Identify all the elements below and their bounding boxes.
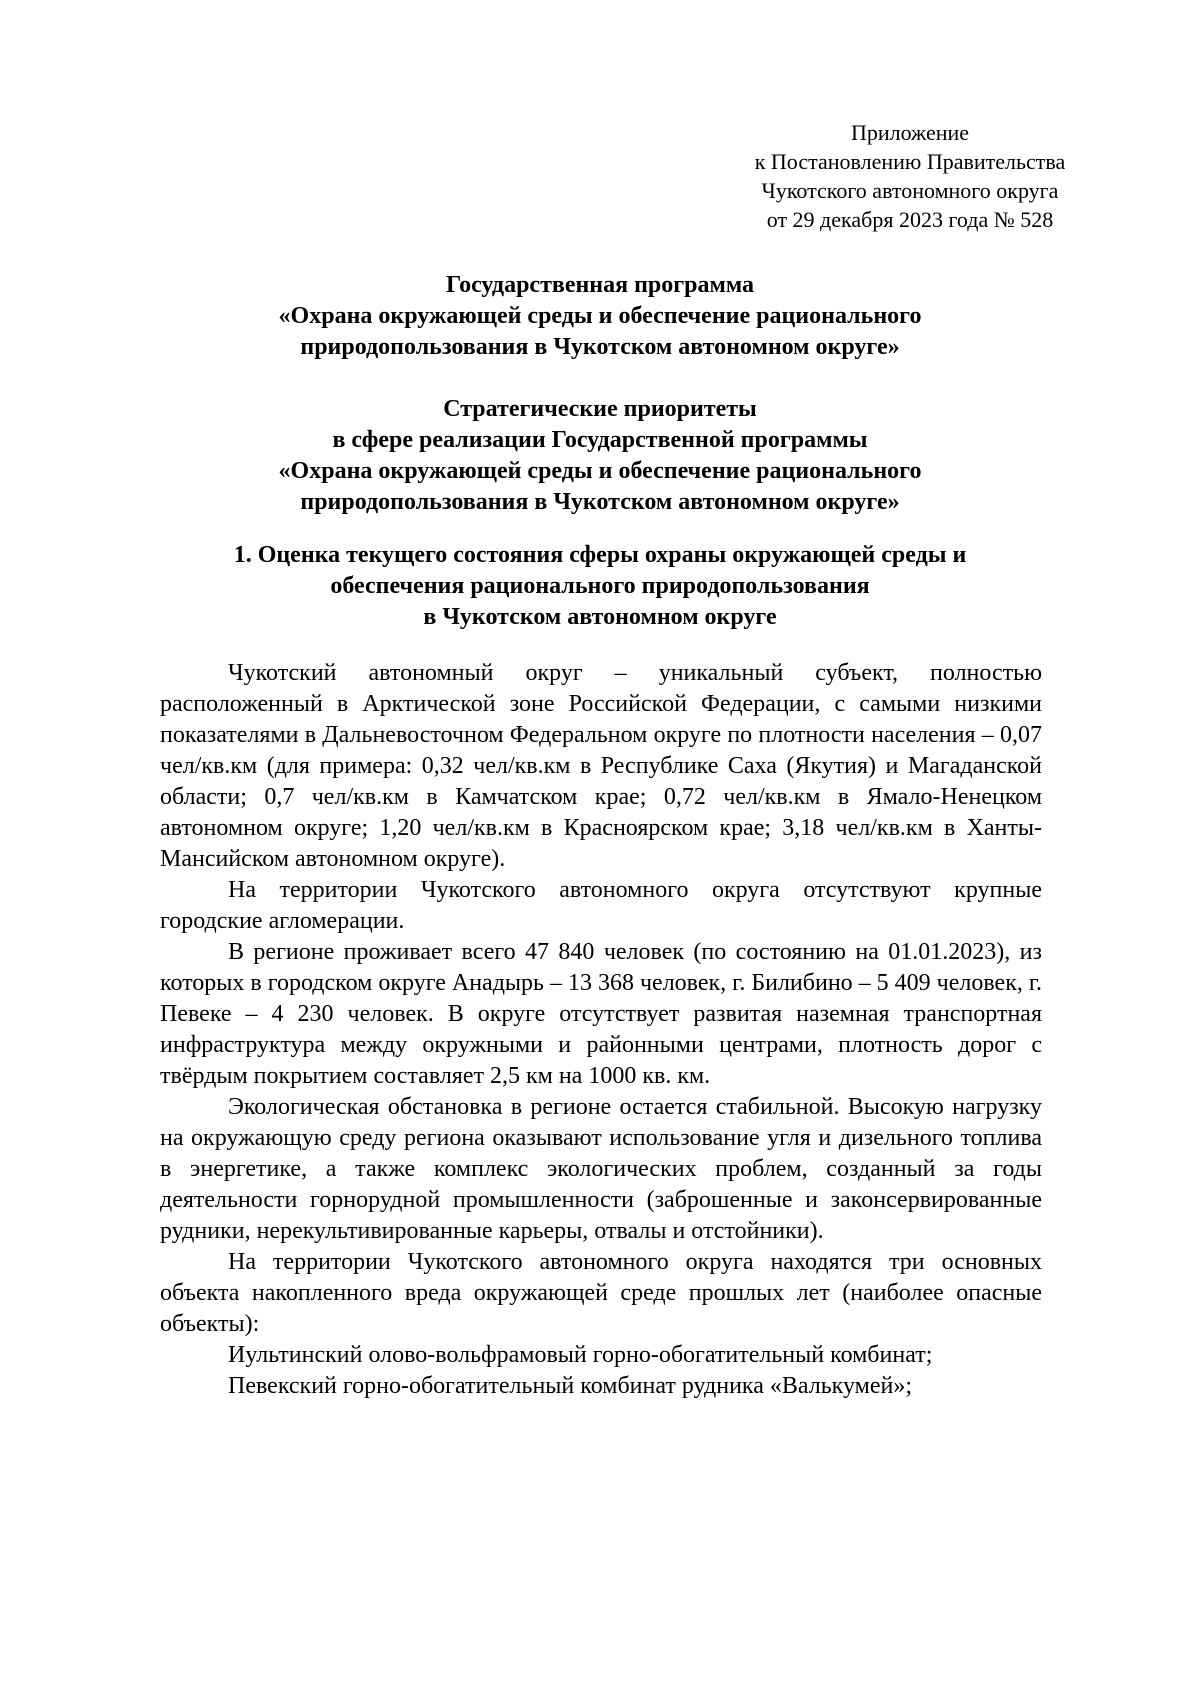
list-item: Певекский горно-обогатительный комбинат рудника «Валькумей»; — [228, 1373, 913, 1399]
section-heading — [160, 540, 1040, 633]
program-title-line: «Охрана окружающей среды и обеспечение рационального — [278, 303, 922, 329]
section-heading-line: 1. Оценка текущего состояния сферы охраны окружающей среды и — [233, 542, 967, 568]
priorities-heading-line: в сфере реализации Государственной программы — [332, 427, 868, 453]
priorities-heading-line: природопользования в Чукотском автономном округе» — [300, 489, 900, 515]
section-heading-line: в Чукотском автономном округе — [423, 604, 777, 630]
program-title — [160, 270, 1040, 363]
appendix-header — [705, 118, 1115, 234]
priorities-heading — [160, 394, 1040, 518]
appendix-line: Чукотского автономного округа — [761, 178, 1059, 203]
body-text — [160, 658, 1042, 1402]
priorities-heading-line: Стратегические приоритеты — [443, 396, 757, 422]
paragraph: На территории Чукотского автономного округа отсутствуют крупные городские агломерации. — [160, 877, 1042, 934]
paragraph: В регионе проживает всего 47 840 человек (по состоянию на 01.01.2023), из которых в городском округе Анадырь – 13 368 человек, г. Билибино – 5 409 человек, г. Певеке – 4 230 человек. В округе отсутствует развитая наземная транспортная инфраструктура между окружными и районными центрами, плотность дорог с твёрдым покрытием составляет 2,5 км на 1000 кв. км. — [160, 939, 1042, 1089]
paragraph: На территории Чукотского автономного округа находятся три основных объекта накопленного вреда окружающей среде прошлых лет (наиболее опасные объекты): — [160, 1249, 1042, 1337]
section-heading-line: обеспечения рационального природопользования — [330, 573, 870, 599]
paragraph: Экологическая обстановка в регионе остается стабильной. Высокую нагрузку на окружающую среду региона оказывают использование угля и дизельного топлива в энергетике, а также комплекс экологических проблем, созданный за годы деятельности горнорудной промышленности (заброшенные и законсервированные рудники, нерекультивированные карьеры, отвалы и отстойники). — [160, 1094, 1042, 1244]
paragraph: Чукотский автономный округ – уникальный субъект, полностью расположенный в Арктической зоне Российской Федерации, с самыми низкими показателями в Дальневосточном Федеральном округе по плотности населения – 0,07 чел/кв.км (для примера: 0,32 чел/кв.км в Республике Саха (Якутия) и Магаданской области; 0,7 чел/кв.км в Камчатском крае; 0,72 чел/кв.км в Ямало-Ненецком автономном округе; 1,20 чел/кв.км в Красноярском крае; 3,18 чел/кв.км в Ханты-Мансийском автономном округе). — [160, 660, 1042, 872]
appendix-line: к Постановлению Правительства — [754, 149, 1066, 174]
program-title-line: Государственная программа — [445, 272, 755, 298]
appendix-line: Приложение — [850, 120, 970, 145]
appendix-line: от 29 декабря 2023 года № 528 — [766, 207, 1054, 232]
program-title-line: природопользования в Чукотском автономном округе» — [300, 334, 900, 360]
list-item: Иультинский олово-вольфрамовый горно-обогатительный комбинат; — [228, 1342, 933, 1368]
priorities-heading-line: «Охрана окружающей среды и обеспечение рационального — [278, 458, 922, 484]
